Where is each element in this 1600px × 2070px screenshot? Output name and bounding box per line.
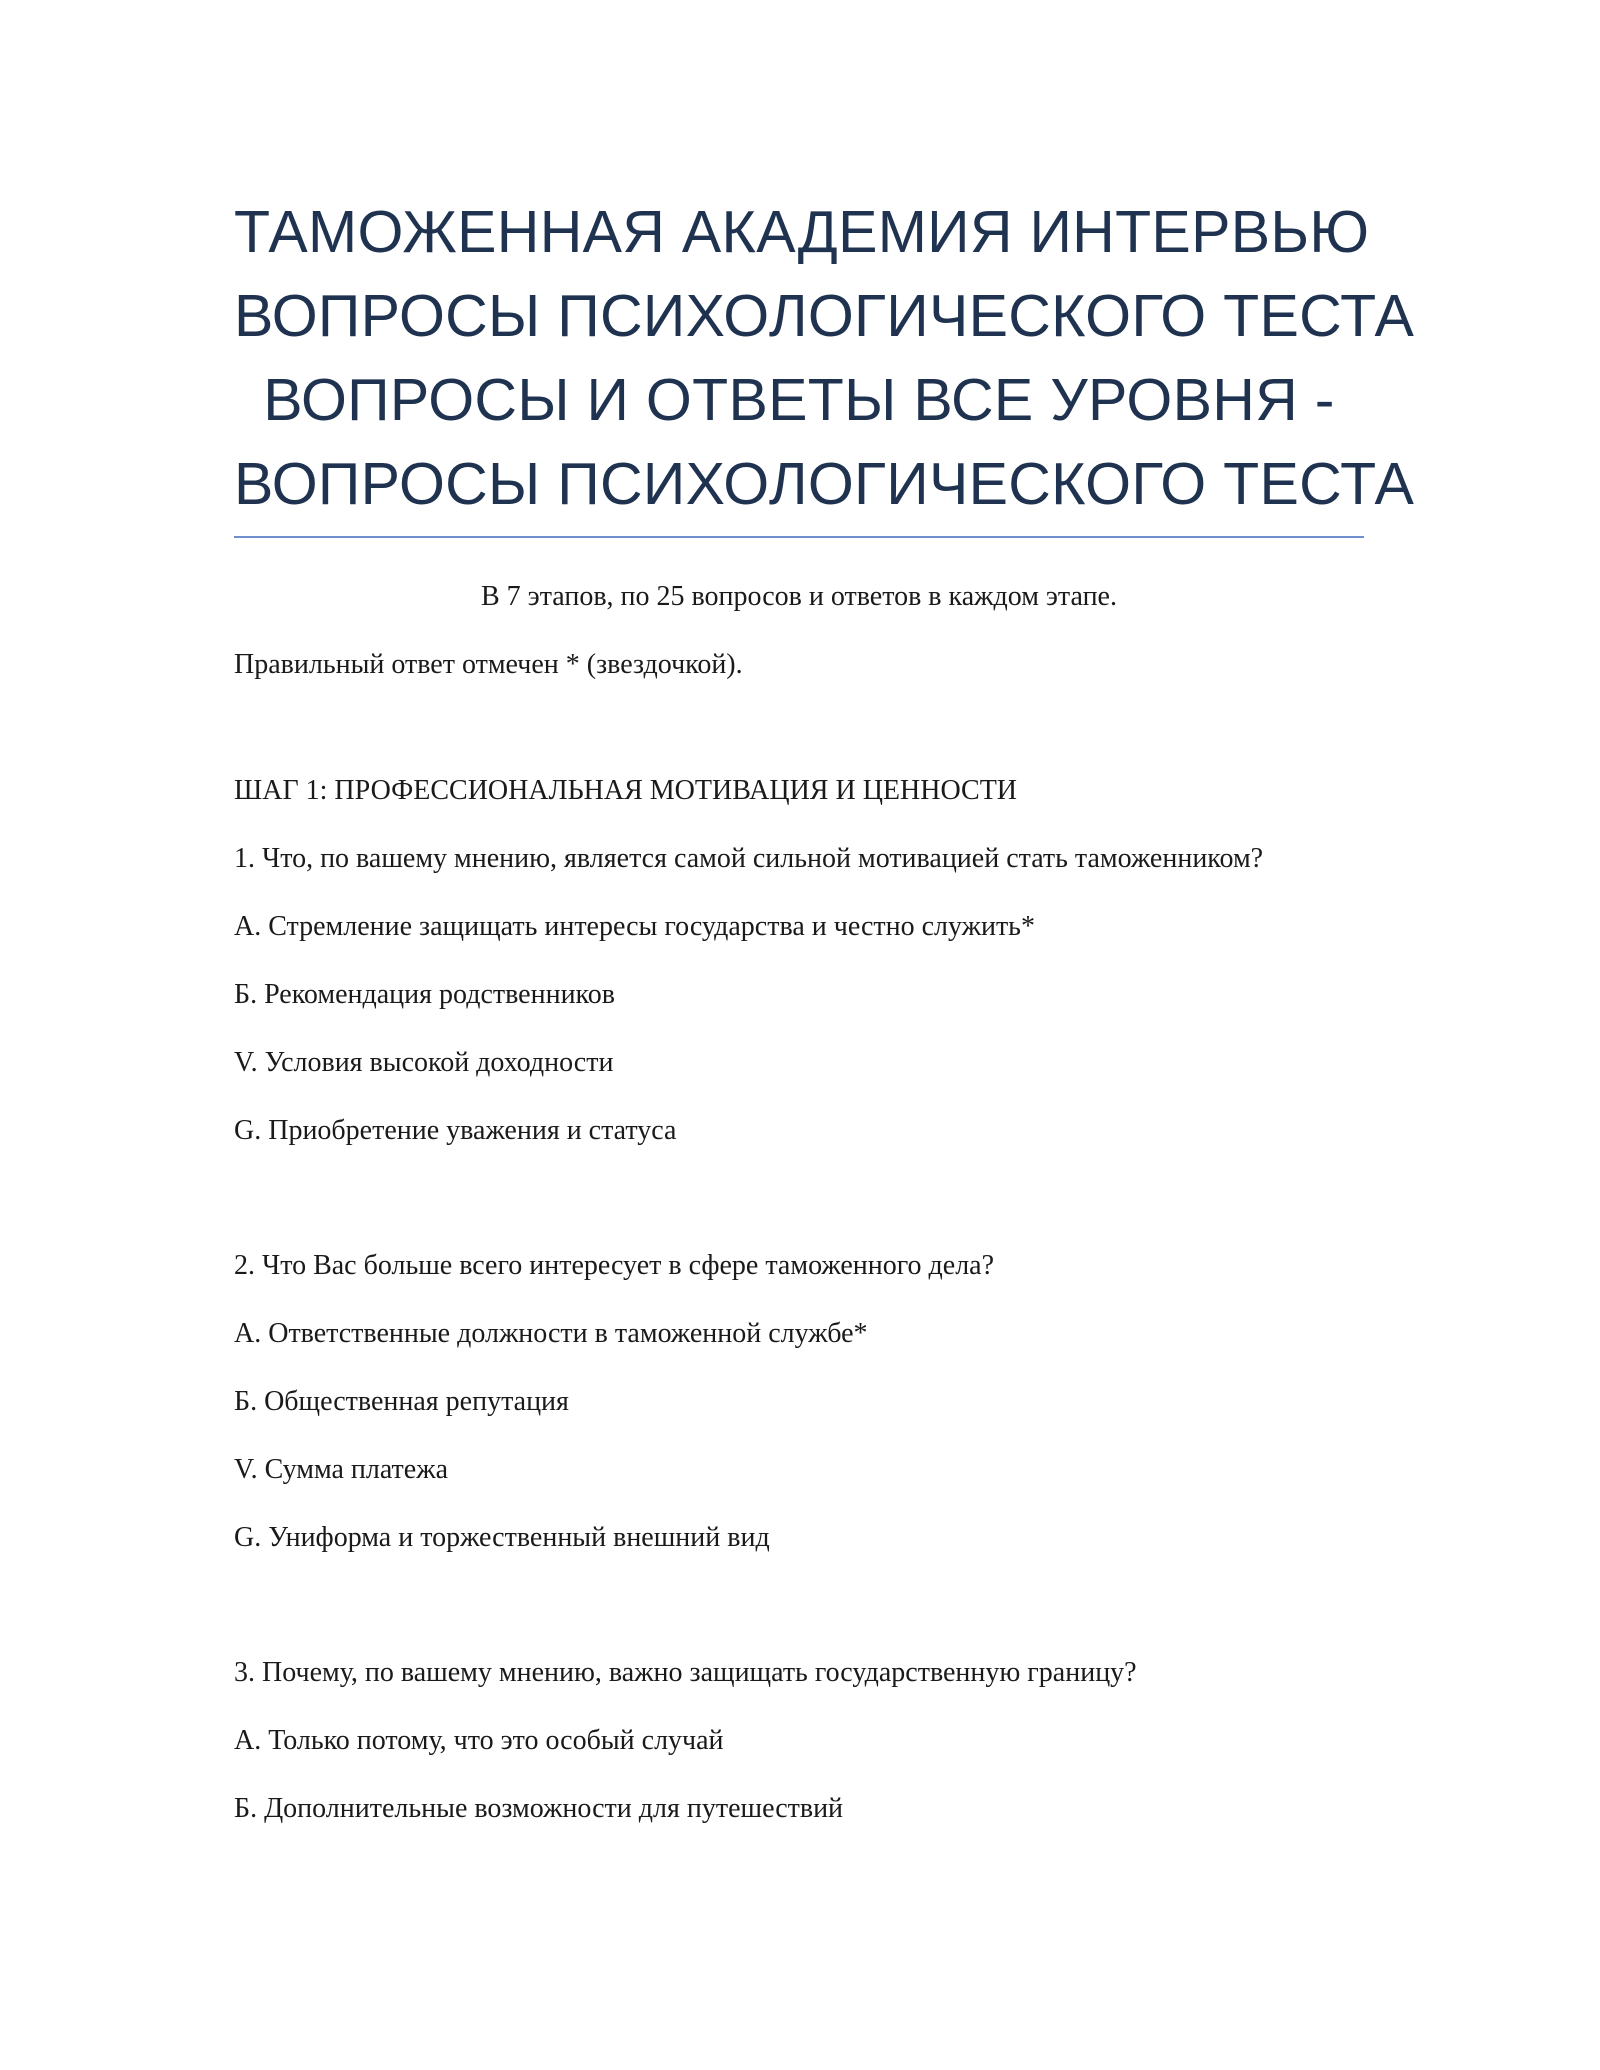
document-page <box>234 190 1415 1830</box>
answer-option: G. Униформа и торжественный внешний вид <box>234 1522 770 1553</box>
title-line: ВОПРОСЫ ПСИХОЛОГИЧЕСКОГО ТЕСТА <box>234 451 1415 517</box>
title-line: ВОПРОСЫ ПСИХОЛОГИЧЕСКОГО ТЕСТА <box>234 283 1415 349</box>
answer-note: Правильный ответ отмечен * (звездочкой). <box>234 649 743 680</box>
title-line: ВОПРОСЫ И ОТВЕТЫ ВСЕ УРОВНЯ - <box>263 367 1335 433</box>
answer-option: Б. Общественная репутация <box>234 1386 569 1417</box>
answer-option: V. Сумма платежа <box>234 1454 448 1485</box>
title-divider <box>234 536 1364 538</box>
answer-option: G. Приобретение уважения и статуса <box>234 1115 677 1146</box>
intro-paragraph: В 7 этапов, по 25 вопросов и ответов в каждом этапе. <box>481 581 1117 612</box>
answer-option: A. Ответственные должности в таможенной службе* <box>234 1318 868 1349</box>
step-heading: ШАГ 1: ПРОФЕССИОНАЛЬНАЯ МОТИВАЦИЯ И ЦЕННОСТИ <box>234 775 1018 806</box>
title-line: ТАМОЖЕННАЯ АКАДЕМИЯ ИНТЕРВЬЮ <box>234 199 1370 265</box>
answer-option: V. Условия высокой доходности <box>234 1047 614 1078</box>
answer-option: Б. Дополнительные возможности для путешествий <box>234 1793 844 1824</box>
question-text: 3. Почему, по вашему мнению, важно защищать государственную границу? <box>234 1657 1137 1688</box>
question-text: 1. Что, по вашему мнению, является самой сильной мотивацией стать таможенником? <box>234 843 1264 874</box>
answer-option: A. Стремление защищать интересы государства и честно служить* <box>234 911 1035 942</box>
answer-option: A. Только потому, что это особый случай <box>234 1725 724 1756</box>
answer-option: Б. Рекомендация родственников <box>234 979 615 1010</box>
document-title <box>234 190 1415 526</box>
question-text: 2. Что Вас больше всего интересует в сфере таможенного дела? <box>234 1250 995 1281</box>
